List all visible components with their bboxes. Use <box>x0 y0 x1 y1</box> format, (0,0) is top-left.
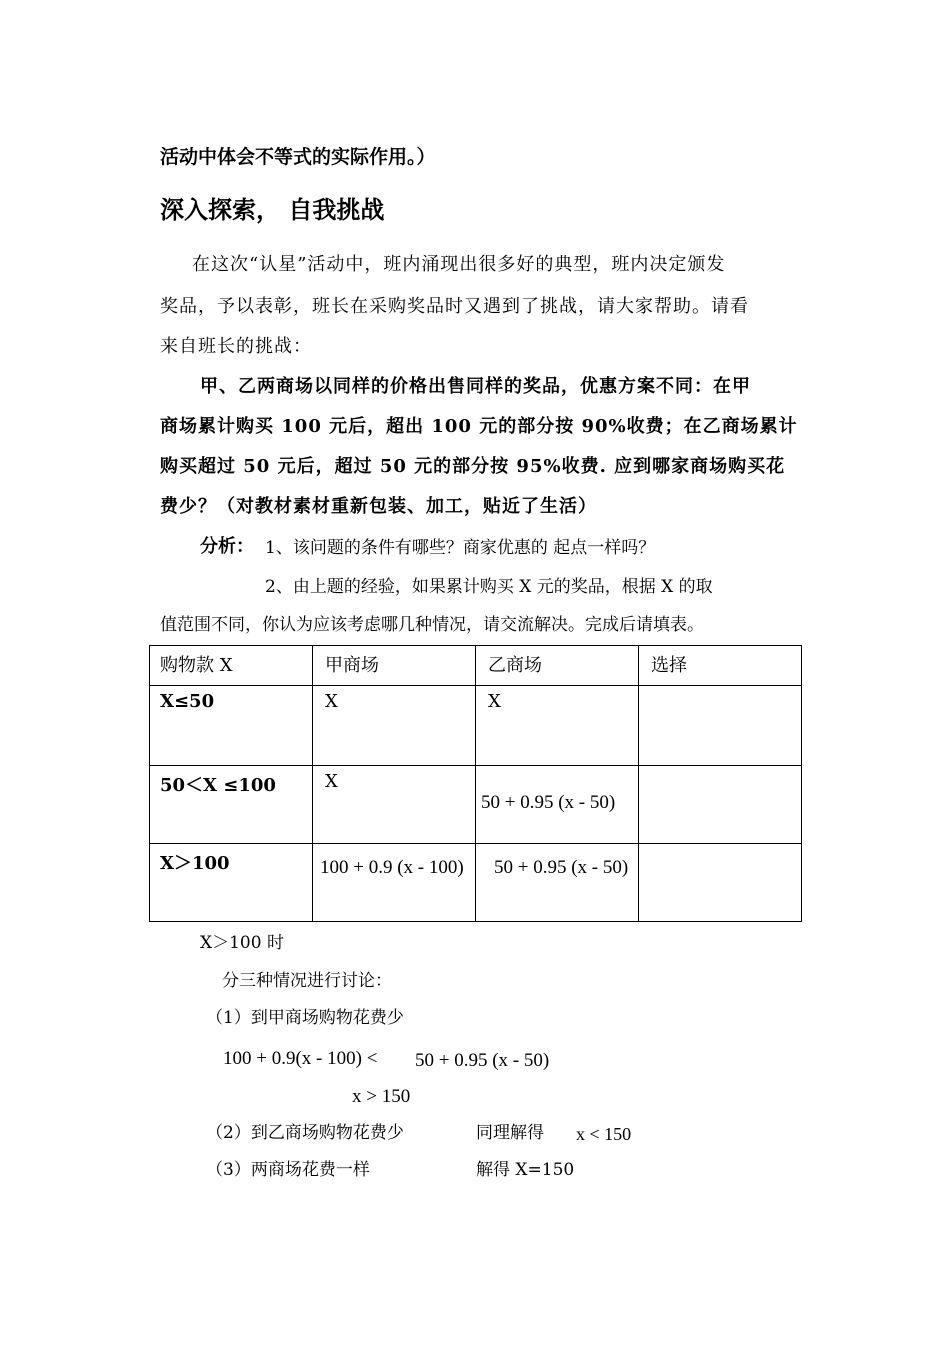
row1-choice[interactable] <box>639 686 802 766</box>
row2-store-a: X <box>325 771 338 792</box>
para-line-1: 在这次“认星”活动中，班内涌现出很多好的典型，班内决定颁发 <box>192 254 726 275</box>
solution-2: x < 150 <box>576 1124 632 1144</box>
header-store-a: 甲商场 <box>325 655 379 676</box>
row1-range: X≤50 <box>160 691 215 712</box>
problem-line-2: 商场累计购买 100 元后，超出 100 元的部分按 90%收费；在乙商场累计 <box>160 416 798 437</box>
section-heading: 深入探索， 自我挑战 <box>160 195 385 224</box>
row3-choice[interactable] <box>639 844 802 922</box>
header-store-b: 乙商场 <box>488 655 542 676</box>
row2-choice[interactable] <box>639 766 802 844</box>
row3-range: X＞100 <box>160 853 230 874</box>
case-2-solve-label: 同理解得 <box>476 1123 544 1143</box>
problem-line-3: 购买超过 50 元后，超过 50 元的部分按 95%收费. 应到哪家商场购买花 <box>160 456 786 477</box>
row1-store-a: X <box>325 691 338 712</box>
inequality-left: 100 + 0.9(x - 100) < <box>223 1048 378 1069</box>
case-3-solution: 解得 X=150 <box>476 1160 575 1180</box>
intro-line: 活动中体会不等式的实际作用。） <box>160 146 436 168</box>
header-amount: 购物款 X <box>160 655 233 676</box>
analysis-q2-line1: 2、由上题的经验，如果累计购买 X 元的奖品，根据 X 的取 <box>265 577 713 597</box>
analysis-q1: 1、该问题的条件有哪些？商家优惠的 起点一样吗？ <box>265 538 656 558</box>
row1-store-b: X <box>488 691 501 712</box>
comparison-table <box>149 645 802 922</box>
row3-store-b: 50 + 0.95 (x - 50) <box>494 857 629 878</box>
table-row <box>150 766 802 844</box>
condition-text: X＞100 时 <box>200 933 284 953</box>
row2-store-b: 50 + 0.95 (x - 50) <box>481 792 616 813</box>
table-header-row <box>150 646 802 686</box>
inequality-right: 50 + 0.95 (x - 50) <box>415 1050 550 1071</box>
para-line-2: 奖品，予以表彰，班长在采购奖品时又遇到了挑战，请大家帮助。请看 <box>160 296 749 317</box>
discuss-text: 分三种情况进行讨论： <box>222 971 392 991</box>
row3-store-a: 100 + 0.9 (x - 100) <box>320 857 464 878</box>
table-row <box>150 844 802 922</box>
table-row <box>150 686 802 766</box>
analysis-q2-line2: 值范围不同，你认为应该考虑哪几种情况，请交流解决。完成后请填表。 <box>160 615 704 635</box>
row2-range: 50＜X ≤100 <box>160 775 276 796</box>
case-1: （1）到甲商场购物花费少 <box>206 1008 404 1028</box>
problem-line-4: 费少？（对教材素材重新包装、加工，贴近了生活） <box>160 496 597 517</box>
problem-line-1: 甲、乙两商场以同样的价格出售同样的奖品，优惠方案不同：在甲 <box>200 376 751 397</box>
analysis-label: 分析： <box>200 536 254 557</box>
solution-1: x > 150 <box>352 1086 411 1107</box>
header-choice: 选择 <box>651 655 687 676</box>
case-3: （3）两商场花费一样 <box>206 1160 370 1180</box>
case-2: （2）到乙商场购物花费少 <box>206 1123 404 1143</box>
para-line-3: 来自班长的挑战： <box>160 336 312 357</box>
